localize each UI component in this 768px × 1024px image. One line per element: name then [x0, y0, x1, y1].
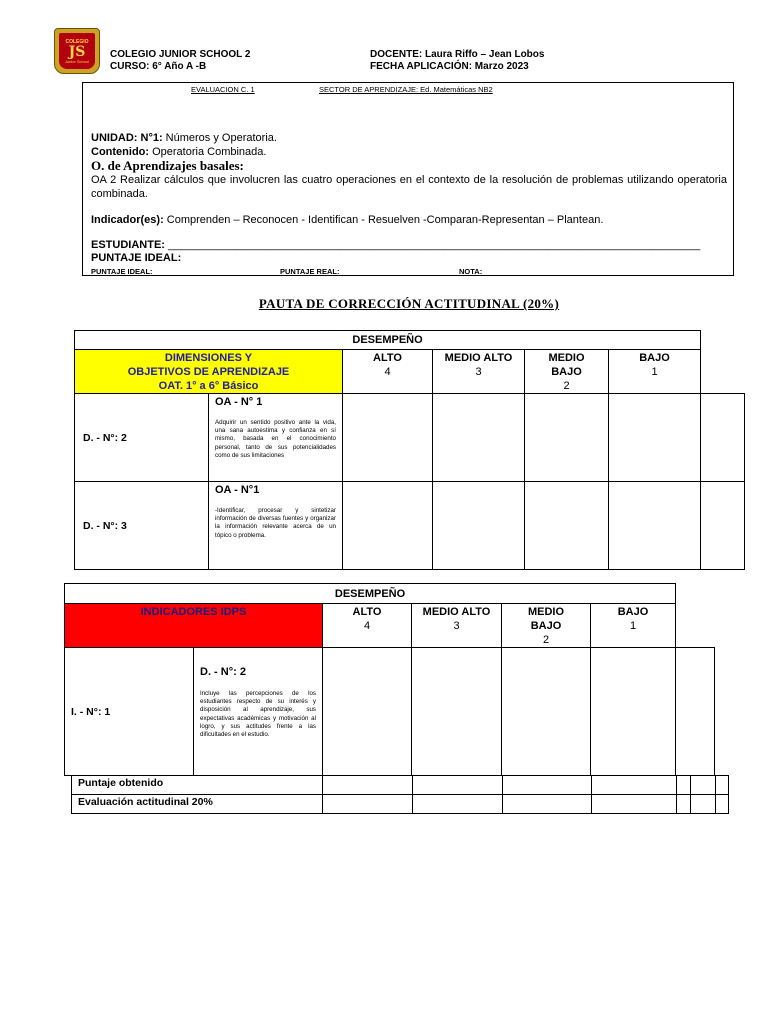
dimension-cell: D. - N°: 2 — [75, 394, 209, 482]
score-cell[interactable] — [433, 394, 525, 482]
score-cell[interactable] — [716, 795, 729, 814]
course: CURSO: 6° Año A -B — [110, 61, 207, 72]
teacher: DOCENTE: Laura Riffo – Jean Lobos — [370, 49, 545, 60]
score-cell[interactable] — [701, 394, 745, 482]
table-row — [75, 482, 745, 570]
school-name: COLEGIO JUNIOR SCHOOL 2 — [110, 49, 251, 60]
student-label: ESTUDIANTE: — [91, 239, 165, 251]
score-cell[interactable] — [343, 394, 433, 482]
attitudinal-table — [74, 330, 745, 570]
oa-cell — [209, 482, 343, 570]
evaluation-label: EVALUACION C. 1 — [191, 85, 255, 94]
page-title: PAUTA DE CORRECCIÓN ACTITUDINAL (20%) — [258, 296, 560, 311]
content-value: Operatoria Combinada. — [149, 146, 267, 158]
dimension-number: D. - N°: 2 — [200, 666, 246, 678]
score-cell[interactable] — [592, 776, 677, 795]
score-cell[interactable] — [525, 394, 609, 482]
logo-bottom-text: Junior School — [64, 58, 90, 64]
unit-line — [91, 132, 277, 144]
score-cell[interactable] — [343, 482, 433, 570]
ideal-score-small: PUNTAJE IDEAL: — [91, 267, 153, 276]
student-line — [91, 239, 700, 251]
score-cell[interactable] — [323, 648, 412, 776]
idps-table — [64, 583, 715, 776]
level-medio-alto: MEDIO ALTO 3 — [433, 350, 525, 394]
score-cell[interactable] — [609, 394, 701, 482]
oa-text: OA 2 Realizar cálculos que involucren las cuatro operaciones en el contexto de la resolución de problemas utilizando operatoria combinada. — [91, 174, 727, 200]
indicator-cell: I. - N°: 1 — [65, 648, 194, 776]
dimensions-header: DIMENSIONES Y OBJETIVOS DE APRENDIZAJE OAT. 1° a 6° Básico — [75, 350, 343, 394]
score-obtained-label: Puntaje obtenido — [72, 776, 323, 795]
level-medio-bajo: MEDIO BAJO 2 — [525, 350, 609, 394]
evaluation-info-box — [82, 82, 734, 276]
unit-value: Números y Operatoria. — [162, 132, 277, 144]
table-row — [65, 648, 715, 776]
score-cell[interactable] — [691, 776, 716, 795]
score-cell[interactable] — [591, 648, 676, 776]
score-cell[interactable] — [503, 776, 592, 795]
table-row — [75, 394, 745, 482]
unit-label: UNIDAD: N°1: — [91, 132, 163, 144]
score-cell[interactable] — [323, 795, 413, 814]
score-cell[interactable] — [413, 795, 503, 814]
score-cell[interactable] — [676, 648, 715, 776]
score-cell[interactable] — [609, 482, 701, 570]
desempeno-header: DESEMPEÑO — [65, 584, 676, 604]
level-medio-alto: MEDIO ALTO 3 — [412, 604, 502, 648]
level-alto: ALTO 4 — [323, 604, 412, 648]
score-cell[interactable] — [503, 795, 592, 814]
score-cell[interactable] — [412, 648, 502, 776]
indicator-label: Indicador(es): — [91, 214, 164, 226]
score-cell[interactable] — [677, 776, 691, 795]
student-name-line[interactable]: _______________________________________________________________________________________ — [168, 239, 701, 251]
content-line — [91, 146, 266, 158]
score-cell[interactable] — [677, 795, 691, 814]
oa-cell — [209, 394, 343, 482]
score-cell[interactable] — [525, 482, 609, 570]
dimension-description: Incluye las percepciones de los estudiantes respecto de su interés y disposición al aprendizaje, sus expectativas académicas y motivación al logro, y sus actitudes frente a las dificultades en el estudio. — [200, 690, 316, 739]
score-cell[interactable] — [433, 482, 525, 570]
attitudinal-eval-label: Evaluación actitudinal 20% — [72, 795, 323, 814]
score-cell[interactable] — [502, 648, 591, 776]
oa-number: OA - N° 1 — [215, 396, 263, 408]
content-label: Contenido: — [91, 146, 150, 158]
application-date: FECHA APLICACIÓN: Marzo 2023 — [370, 61, 529, 72]
ideal-score-label: PUNTAJE IDEAL: — [91, 252, 182, 264]
oa-description: Adquirir un sentido positivo ante la vida, una sana autoestima y confianza en sí mismo, basada en el conocimiento personal, tanto de sus potencialidades como de sus limitaciones — [215, 419, 336, 459]
desempeno-header: DESEMPEÑO — [75, 331, 701, 350]
logo-initials: JS — [68, 43, 86, 60]
score-cell[interactable] — [716, 776, 729, 795]
grade-small: NOTA: — [459, 267, 483, 276]
oa-description: -Identificar, procesar y sintetizar información de diversas fuentes y organizar la información relevante acerca de un tópico o problema. — [215, 507, 336, 539]
real-score-small: PUNTAJE REAL: — [280, 267, 340, 276]
level-bajo: BAJO 1 — [609, 350, 701, 394]
level-alto: ALTO 4 — [343, 350, 433, 394]
indicators-header: INDICADORES IDPS — [65, 604, 323, 648]
totals-table — [71, 775, 729, 814]
school-logo — [54, 28, 100, 74]
dimension-cell: D. - N°: 3 — [75, 482, 209, 570]
dimension-cell — [194, 648, 323, 776]
logo-top-text: COLEGIO — [65, 38, 89, 45]
score-cell[interactable] — [701, 482, 745, 570]
score-cell[interactable] — [323, 776, 413, 795]
oa-heading: O. de Aprendizajes basales: — [91, 158, 244, 173]
indicator-value: Comprenden – Reconocen - Identifican - Resuelven -Comparan-Representan – Plantean. — [163, 214, 604, 226]
score-cell[interactable] — [691, 795, 716, 814]
score-cell[interactable] — [413, 776, 503, 795]
level-bajo: BAJO 1 — [591, 604, 676, 648]
sector-label: SECTOR DE APRENDIZAJE: Ed. Matemáticas NB2 — [319, 85, 493, 94]
indicator-line — [91, 214, 603, 226]
oa-number: OA - N°1 — [215, 484, 260, 496]
score-cell[interactable] — [592, 795, 677, 814]
level-medio-bajo: MEDIO BAJO 2 — [502, 604, 591, 648]
